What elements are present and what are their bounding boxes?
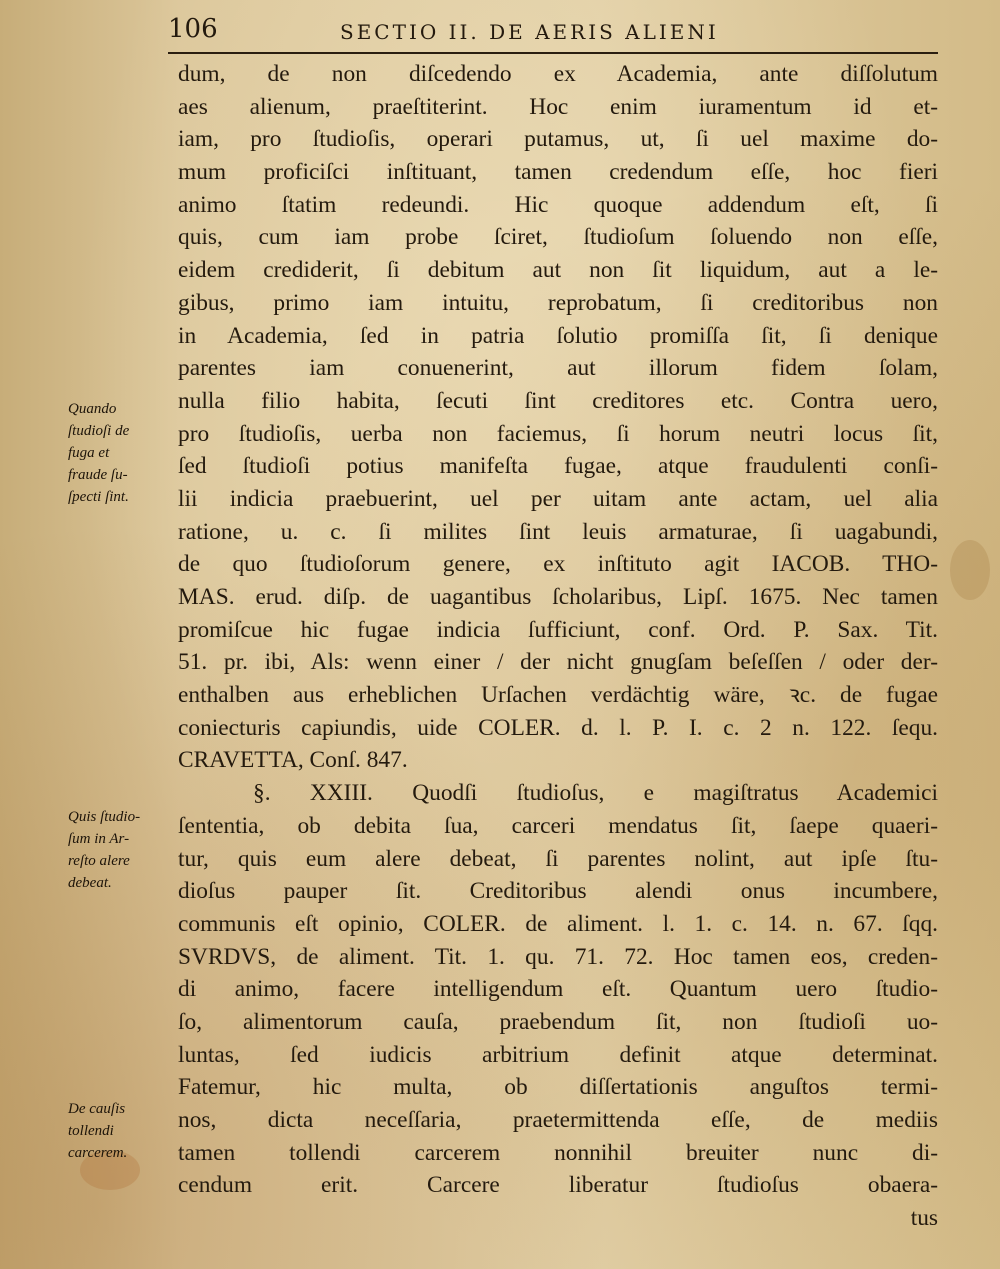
margin-note-line: reſto alere: [68, 853, 130, 869]
text-line: communis eſt opinio, COLER. de aliment. l. 1. c. 14. n. 67. ſqq.: [178, 910, 938, 937]
text-line: parentes iam conuenerint, aut illorum fidem ſolam,: [178, 355, 938, 382]
text-line: dum, de non diſcedendo ex Academia, ante diſſolutum: [178, 61, 938, 87]
section-heading-line: §. XXIII. Quodſi ſtudioſus, e magiſtratus Academici: [253, 780, 938, 807]
text-line: aes alienum, praeſtiterint. Hoc enim iuramentum id et-: [178, 93, 938, 120]
text-line: iam, pro ſtudioſis, operari putamus, ut, ſi uel maxime do-: [178, 126, 938, 153]
margin-note-fraud: [68, 398, 178, 508]
text-line: tamen tollendi carcerem nonnihil breuiter nunc di-: [178, 1139, 938, 1166]
margin-note-line: Quis ſtudio-: [68, 809, 141, 825]
text-line: Fatemur, hic multa, ob diſſertationis anguſtos termi-: [178, 1074, 938, 1101]
text-line: coniecturis capiundis, uide COLER. d. l. P. I. c. 2 n. 122. ſequ.: [178, 714, 938, 741]
text-line: 51. pr. ibi, Als: wenn einer / der nicht gnugſam beſeſſen / oder der-: [178, 649, 938, 676]
running-head: SECTIO II. DE AERIS ALIENI: [340, 20, 719, 44]
text-line: nulla filio habita, ſecuti ſint creditores etc. Contra uero,: [178, 387, 938, 414]
margin-note-arrest: [68, 806, 178, 894]
text-line: cendum erit. Carcere liberatur ſtudioſus obaera-: [178, 1172, 938, 1199]
margin-note-line: fraude ſu-: [68, 467, 128, 483]
text-line: pro ſtudioſis, uerba non faciemus, ſi horum neutri locus ſit,: [178, 420, 938, 447]
margin-note-line: ſpecti ſint.: [68, 489, 129, 505]
text-line: eidem crediderit, ſi debitum aut non ſit liquidum, aut a le-: [178, 257, 938, 284]
margin-note-line: ſum in Ar-: [68, 831, 130, 847]
text-line: ſed ſtudioſi potius manifeſta fugae, atque fraudulenti conſi-: [178, 453, 938, 480]
text-line: di animo, facere intelligendum eſt. Quantum uero ſtudio-: [178, 976, 938, 1003]
text-line: animo ſtatim redeundi. Hic quoque addendum eſt, ſi: [178, 191, 938, 218]
text-line: enthalben aus erheblichen Urſachen verdächtig wäre, ꝛc. de fugae: [178, 682, 938, 709]
text-line: nos, dicta neceſſaria, praetermittenda eſſe, de mediis: [178, 1107, 938, 1133]
text-line: ſententia, ob debita ſua, carceri mendatus ſit, ſaepe quaeri-: [178, 812, 938, 839]
margin-note-line: tollendi: [68, 1123, 114, 1139]
text-line: gibus, primo iam intuitu, reprobatum, ſi creditoribus non: [178, 289, 938, 316]
text-line: MAS. erud. diſp. de uagantibus ſcholaribus, Lipſ. 1675. Nec tamen: [178, 584, 938, 610]
text-line: dioſus pauper ſit. Creditoribus alendi onus incumbere,: [178, 878, 938, 905]
margin-note-line: De cauſis: [68, 1101, 126, 1117]
text-line: lii indicia praebuerint, uel per uitam ante actam, uel alia: [178, 485, 938, 512]
text-line: promiſcue hic fugae indicia ſufficiunt, conf. Ord. P. Sax. Tit.: [178, 616, 938, 643]
text-line: de quo ſtudioſorum genere, ex inſtituto agit IACOB. THO-: [178, 551, 938, 578]
page-number: 106: [168, 14, 218, 44]
margin-note-line: carcerem.: [68, 1145, 128, 1161]
margin-note-prison: [68, 1098, 178, 1164]
text-line: in Academia, ſed in patria ſolutio promiſſa ſit, ſi denique: [178, 322, 938, 349]
text-line: ratione, u. c. ſi milites ſint leuis armaturae, ſi uagabundi,: [178, 518, 938, 545]
text-line: tur, quis eum alere debeat, ſi parentes nolint, aut ipſe ſtu-: [178, 845, 938, 872]
text-line: luntas, ſed iudicis arbitrium definit atque determinat.: [178, 1041, 938, 1068]
margin-note-line: ſtudioſi de: [68, 423, 130, 439]
text-line: mum proficiſci inſtituant, tamen credendum eſſe, hoc fieri: [178, 159, 938, 186]
foxing-stain: [950, 540, 990, 600]
margin-note-line: debeat.: [68, 875, 112, 891]
header-rule: [168, 52, 938, 54]
text-line: CRAVETTA, Conſ. 847.: [178, 747, 408, 774]
main-text: [178, 58, 938, 1235]
text-line: SVRDVS, de aliment. Tit. 1. qu. 71. 72. Hoc tamen eos, creden-: [178, 943, 938, 970]
text-line: quis, cum iam probe ſciret, ſtudioſum ſoluendo non eſſe,: [178, 224, 938, 251]
margin-note-line: fuga et: [68, 445, 110, 461]
margin-note-line: Quando: [68, 401, 117, 417]
catchword: tus: [910, 1205, 938, 1232]
text-line: ſo, alimentorum cauſa, praebendum ſit, non ſtudioſi uo-: [178, 1008, 938, 1035]
